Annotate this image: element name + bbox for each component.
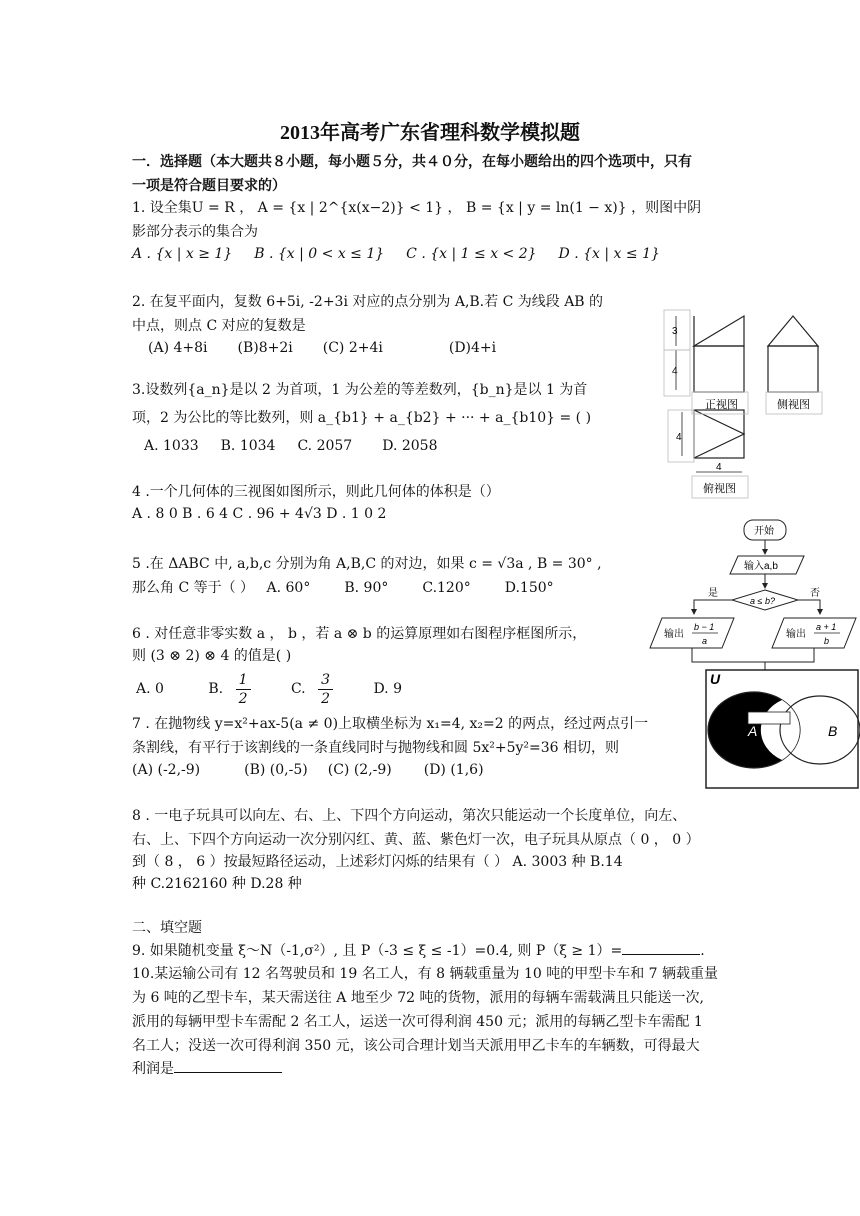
side-view-label: 侧视图	[777, 399, 810, 411]
universe-label: U	[710, 671, 721, 687]
output-right-num: a + 1	[816, 622, 837, 632]
dim-4-front-label: 4	[672, 366, 678, 377]
q6-option-d: D. 9	[373, 681, 402, 697]
q10-line5-text: 利润是	[132, 1061, 174, 1077]
venn-diagram	[696, 666, 860, 794]
q1-option-c: C . {x | 1 ≤ x < 2}	[406, 246, 537, 262]
q6-option-c-fraction	[318, 671, 333, 708]
q7-line1: 7 . 在抛物线 y=x²+ax-5(a ≠ 0)上取横坐标为 x₁=4, x₂=2 的两点，经过两点引一	[132, 716, 649, 732]
output-left-num: b − 1	[694, 622, 715, 632]
set-a-label: A	[748, 723, 758, 739]
no-label: 否	[810, 588, 820, 599]
q7-option-c: (C) (2,-9)	[327, 762, 392, 778]
q5-option-b: B. 90°	[344, 580, 389, 596]
q6-options	[136, 668, 402, 710]
q10-answer-blank[interactable]	[174, 1058, 282, 1073]
front-view-body	[694, 346, 744, 392]
top-view-triangle	[694, 410, 744, 458]
q10-line5	[132, 1058, 282, 1079]
q6-option-c-den: 2	[321, 690, 330, 707]
q6-option-b-label: B.	[208, 681, 224, 697]
q1-option-b: B . {x | 0 < x ≤ 1}	[254, 246, 385, 262]
merge-left	[692, 648, 765, 662]
q6-option-c-label: C.	[290, 681, 306, 697]
q3-option-c: C. 2057	[297, 438, 353, 454]
section1-heading-line2: 一项是符合题目要求的）	[132, 178, 286, 194]
side-view-roof	[768, 316, 818, 346]
q3-option-d: D. 2058	[382, 438, 438, 454]
q10-line4: 名工人；没送一次可得利润 350 元，该公司合理计划当天派用甲乙卡车的车辆数，可得最大	[132, 1038, 700, 1054]
input-label: 输入a,b	[744, 561, 778, 572]
q7-option-b: (B) (0,-5)	[244, 762, 308, 778]
q7-option-a: (A) (-2,-9)	[132, 762, 201, 778]
q6-option-a: A. 0	[136, 681, 164, 697]
arrow-yes	[694, 600, 732, 614]
q6-line2: 则 (3 ⊗ 2) ⊗ 4 的值是( )	[132, 648, 292, 664]
q5-option-c: C.120°	[422, 580, 471, 596]
start-label: 开始	[754, 526, 774, 537]
q8-line3: 到（ 8 ， 6 ）按最短路径运动，上述彩灯闪烁的结果有（ ） A. 3003 种 B.14	[132, 854, 623, 870]
q6-option-b-den: 2	[238, 690, 248, 707]
q1-option-a: A . {x | x ≥ 1}	[132, 246, 233, 262]
q2-option-c: (C) 2+4i	[322, 340, 383, 356]
q6-line1: 6 . 对任意非零实数 a ， b ，若 a ⊗ b 的运算原理如右图程序框图所示，	[132, 626, 587, 642]
output-right-label: 输出	[786, 629, 806, 640]
output-right-den: b	[824, 636, 830, 646]
q10-line2: 为 6 吨的乙型卡车，某天需送往 A 地至少 72 吨的货物，派用的每辆车需载满且只能送一次,	[132, 990, 704, 1006]
q4-line1: 4 .一个几何体的三视图如图所示，则此几何体的体积是（）	[132, 484, 500, 500]
dim-3-label: 3	[672, 326, 678, 337]
q9-text: 9. 如果随机变量 ξ～N（-1,σ²）, 且 P（-3 ≤ ξ ≤ -1）=0.4, 则 P（ξ ≥ 1）=	[132, 943, 623, 959]
q7-options	[132, 760, 506, 780]
q6-option-c-num: 3	[318, 671, 333, 690]
q5-line1: 5 .在 ΔABC 中, a,b,c 分别为角 A,B,C 的对边，如果 c = √3a , B = 30° ,	[132, 556, 602, 572]
q8-line2: 右、上、下四个方向运动一次分别闪红、黄、蓝、紫色灯一次，电子玩具从原点（ 0 ， 0 ）	[132, 832, 700, 848]
q3-option-a: A. 1033	[144, 438, 199, 454]
q5-option-d: D.150°	[504, 580, 554, 596]
q2-options	[148, 338, 518, 358]
q9-answer-blank[interactable]	[622, 940, 700, 955]
q1-line2: 影部分表示的集合为	[132, 224, 258, 240]
q2-line2: 中点，则点 C 对应的复数是	[132, 318, 306, 334]
output-left-label: 输出	[664, 629, 684, 640]
q7-line2: 条割线，有平行于该割线的一条直线同时与抛物线和圆 5x²+5y²=36 相切，则	[132, 740, 620, 756]
q3-option-b: B. 1034	[220, 438, 276, 454]
section1-heading-line1: 一．选择题（本大题共８小题，每小题５分，共４０分，在每小题给出的四个选项中，只有	[132, 154, 692, 170]
q5-question-stub: 那么角 C 等于（ ）	[132, 580, 255, 596]
q2-option-a: (A) 4+8i	[148, 340, 208, 356]
q1-line1: 1. 设全集U = R ， A = {x | 2^{x(x−2)} < 1} ， B = {x | y = ln(1 − x)} ，则图中阴	[132, 200, 702, 216]
q5-line2	[132, 578, 576, 598]
q4-line2: A . 8 0 B . 6 4 C . 96 + 4√3 D . 1 0 2	[132, 506, 387, 522]
q2-line1: 2. 在复平面内，复数 6+5i, -2+3i 对应的点分别为 A,B.若 C 为线段 AB 的	[132, 294, 604, 310]
top-view-label: 俯视图	[703, 483, 736, 495]
q6-option-b-fraction	[236, 671, 251, 708]
three-views-figure	[662, 306, 842, 502]
q8-line1: 8 . 一电子玩具可以向左、右、上、下四个方向运动，第次只能运动一个长度单位，向左、	[132, 808, 687, 824]
output-left-den: a	[702, 636, 708, 646]
q7-option-d: (D) (1,6)	[423, 762, 484, 778]
set-b-label: B	[828, 723, 838, 739]
q1-option-d: D . {x | x ≤ 1}	[558, 246, 660, 262]
q10-line3: 派用的每辆甲型卡车需配 2 名工人，运送一次可得利润 450 元；派用的每辆乙型卡车需配 1	[132, 1014, 703, 1030]
arrow-no	[798, 600, 820, 614]
top-view-square	[694, 410, 744, 458]
q3-options	[144, 436, 459, 456]
q10-line1: 10.某运输公司有 12 名驾驶员和 19 名工人，有 8 辆载重量为 10 吨的甲型卡车和 7 辆载重量	[132, 966, 719, 982]
q8-line4: 种 C.2162160 种 D.28 种	[132, 876, 302, 892]
side-view-body	[768, 346, 818, 392]
condition-label: a ≤ b?	[750, 596, 775, 606]
q9-end: .	[700, 943, 705, 959]
q3-line2: 项，2 为公比的等比数列，则 a_{b1} + a_{b2} + ··· + a_{b10} = ( )	[132, 410, 592, 426]
dim-4-bottom-label: 4	[716, 462, 722, 473]
yes-label: 是	[708, 588, 718, 599]
q1-options	[132, 244, 682, 264]
front-view-label: 正视图	[705, 399, 738, 411]
front-view-roof	[694, 316, 744, 346]
q2-option-d: (D)4+i	[448, 340, 497, 356]
dim-4-top-label: 4	[676, 432, 682, 443]
q3-line1: 3.设数列{a_n}是以 2 为首项，1 为公差的等差数列，{b_n}是以 1 为首	[132, 382, 588, 398]
merge-right	[765, 648, 814, 662]
section2-heading: 二、填空题	[132, 920, 202, 936]
q6-option-b-num: 1	[236, 671, 251, 690]
page-title: 2013年高考广东省理科数学模拟题	[280, 122, 580, 144]
q2-option-b: (B)8+2i	[237, 340, 293, 356]
q5-option-a: A. 60°	[266, 580, 311, 596]
q9-line	[132, 940, 705, 961]
